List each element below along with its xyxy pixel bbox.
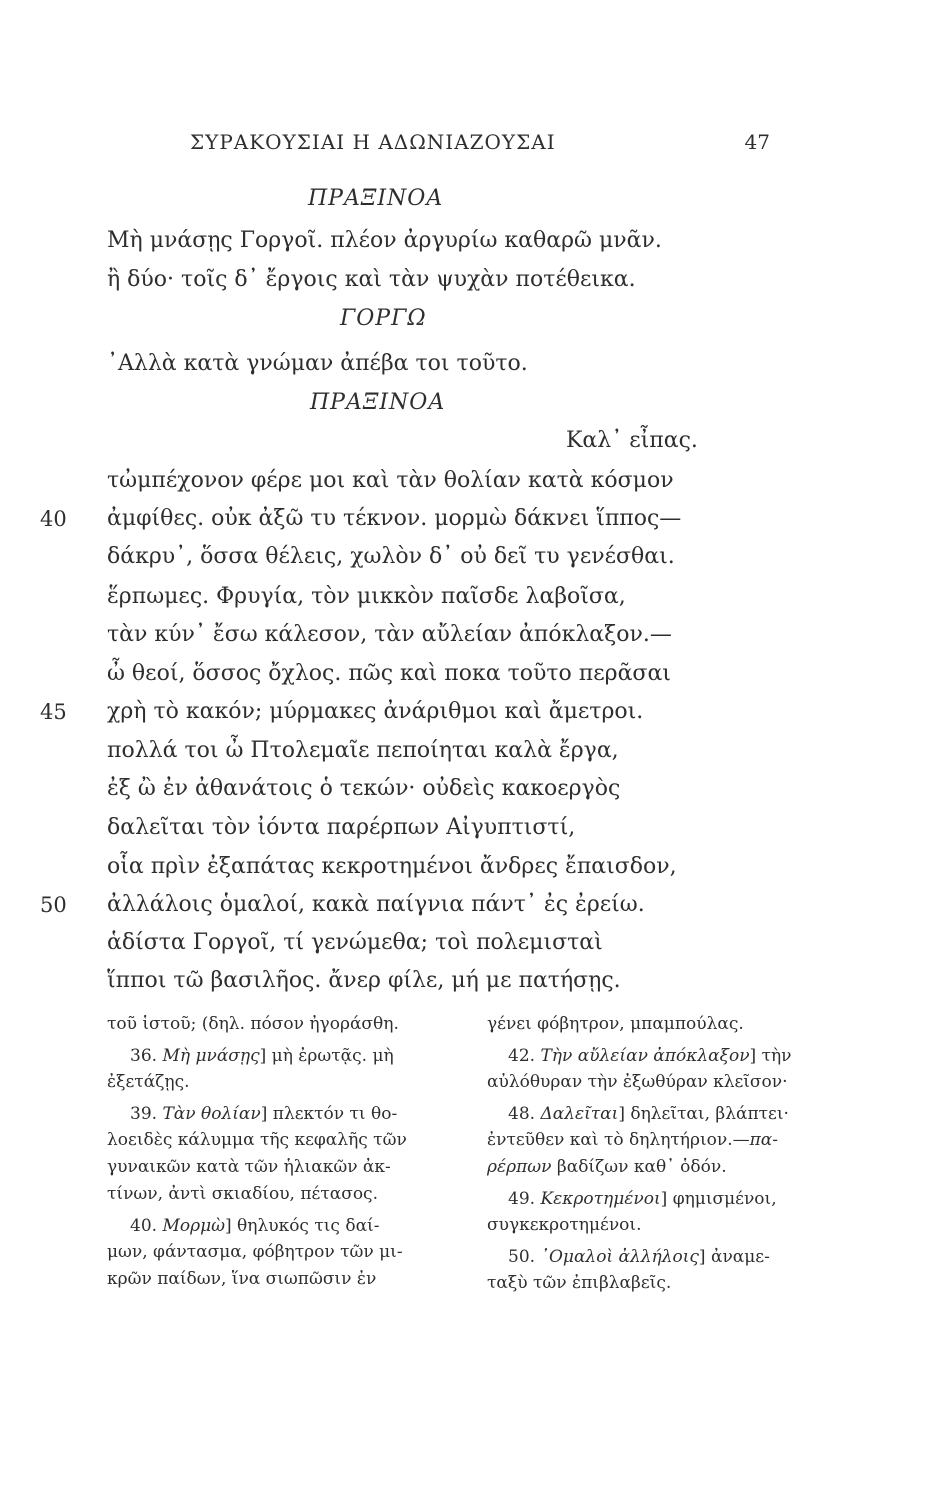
footnote-number: 50. <box>508 1247 536 1267</box>
speaker-praxinoa: ΠΡΑΞΙΝΟΑ <box>310 390 446 415</box>
verse-line: ἢ δύο· τοῖς δ᾽ ἔργοις καὶ τὰν ψυχὰν ποτέθεικα. <box>107 267 636 292</box>
footnote-line <box>487 1128 778 1152</box>
line-number: 50 <box>40 893 67 917</box>
footnote-number: 42. <box>508 1046 536 1066</box>
line-number: 40 <box>40 507 67 531</box>
footnote-line: γένει φόβητρον, μπαμπούλας. <box>487 1014 744 1034</box>
speaker-praxinoa: ΠΡΑΞΙΝΟΑ <box>308 186 444 211</box>
footnote-lemma: Δαλεῖται <box>540 1104 619 1124</box>
footnote-lemma: Μορμὼ <box>162 1216 225 1236</box>
running-title: ΣΥΡΑΚΟΥΣΙΑΙ Η ΑΔΩΝΙΑΖΟΥΣΑΙ <box>190 130 556 154</box>
footnote-text: ] θηλυκός τις δαί- <box>225 1216 380 1236</box>
footnote-number: 49. <box>508 1189 536 1209</box>
footnote-text: ] μὴ ἐρωτᾷς. μὴ <box>259 1046 394 1066</box>
footnote-line: συγκεκροτημένοι. <box>487 1215 642 1235</box>
verse-line: ἁδίστα Γοργοῖ, τί γενώμεθα; τοὶ πολεμισταὶ <box>107 930 603 955</box>
footnote-number: 36. <box>130 1046 158 1066</box>
footnote-lemma: ρέρπων <box>487 1157 552 1177</box>
footnote-lemma: Τὴν αὔλείαν ἀπόκλαξον <box>540 1046 750 1066</box>
verse-line: τὰν κύν᾽ ἔσω κάλεσον, τὰν αὔλείαν ἀπόκλαξον.— <box>107 622 672 647</box>
footnote-lemma: Κεκροτημένοι <box>540 1189 661 1209</box>
footnote-text: ] πλεκτόν τι θο- <box>260 1104 398 1124</box>
verse-line: ἵπποι τῶ βασιλῆος. ἄνερ φίλε, μή με πατήσῃς. <box>107 968 621 993</box>
footnote-lemma: ᾽Ομαλοὶ ἀλλήλοις <box>540 1247 699 1267</box>
footnote-line <box>487 1155 727 1179</box>
footnote-text: βαδίζων καθ᾽ ὁδόν. <box>551 1157 727 1177</box>
verse-line: ᾽Αλλὰ κατὰ γνώμαν ἀπέβα τοι τοῦτο. <box>107 351 528 376</box>
verse-line: ἀλλάλοις ὁμαλοί, κακὰ παίγνια πάντ᾽ ἐς ἐρείω. <box>107 892 645 917</box>
footnote-line <box>508 1187 777 1211</box>
footnote-text: ] ἀναμε- <box>698 1247 770 1267</box>
verse-line: πολλά τοι ὦ Πτολεμαῖε πεποίηται καλὰ ἔργα, <box>107 738 619 763</box>
footnote-number: 48. <box>508 1104 536 1124</box>
verse-line: δαλεῖται τὸν ἰόντα παρέρπων Αἰγυπτιστί, <box>107 815 576 840</box>
footnote-line: ταξὺ τῶν ἐπιβλαβεῖς. <box>487 1273 672 1293</box>
verse-line: Καλ᾽ εἶπας. <box>566 428 698 453</box>
footnote-line: ἐξετάζῃς. <box>107 1072 190 1092</box>
footnote-number: 39. <box>130 1104 158 1124</box>
footnote-text: ἐντεῦθεν καὶ τὸ δηλητήριον.— <box>487 1130 750 1150</box>
speaker-gorgo: ΓΟΡΓΩ <box>340 306 427 331</box>
footnote-line: γυναικῶν κατὰ τῶν ἡλιακῶν ἀκ- <box>107 1157 391 1177</box>
footnote-line <box>508 1245 770 1269</box>
footnote-text: ] δηλεῖται, βλάπτει· <box>618 1104 789 1124</box>
verse-line: ἀμφίθες. οὐκ ἀξῶ τυ τέκνον. μορμὼ δάκνει ἵππος— <box>107 506 682 531</box>
footnote-line: κρῶν παίδων, ἵνα σιωπῶσιν ἐν <box>107 1269 377 1289</box>
footnote-text: ] φημισμένοι, <box>660 1189 777 1209</box>
footnote-number: 40. <box>130 1216 158 1236</box>
footnote-line <box>508 1102 789 1126</box>
verse-line: οἷα πρὶν ἐξαπάτας κεκροτημένοι ἄνδρες ἔπαισδον, <box>107 854 677 879</box>
footnote-line: μων, φάντασμα, φόβητρον τῶν μι- <box>107 1242 403 1262</box>
verse-line: δάκρυ᾽, ὅσσα θέλεις, χωλὸν δ᾽ οὐ δεῖ τυ γενέσθαι. <box>107 544 675 569</box>
footnote-line <box>130 1044 394 1068</box>
footnote-line: λοειδὲς κάλυμμα τῆς κεφαλῆς τῶν <box>107 1130 407 1150</box>
footnote-line: τοῦ ἱστοῦ; (δηλ. πόσον ἠγοράσθη. <box>107 1014 399 1034</box>
footnote-line: τίνων, ἀντὶ σκιαδίου, πέτασος. <box>107 1184 378 1204</box>
running-header <box>190 130 770 158</box>
footnote-line <box>130 1214 379 1238</box>
footnote-lemma: Μὴ μνάσῃς <box>162 1046 260 1066</box>
verse-line: ἕρπωμες. Φρυγία, τὸν μικκὸν παῖσδε λαβοῖσα, <box>107 584 626 609</box>
page-number: 47 <box>744 130 770 154</box>
footnote-line <box>508 1044 792 1068</box>
footnote-lemma: Τὰν θολίαν <box>162 1104 261 1124</box>
footnote-line: αὐλόθυραν τὴν ἐξωθύραν κλεῖσον· <box>487 1072 788 1092</box>
line-number: 45 <box>40 700 67 724</box>
verse-line: χρὴ τὸ κακόν; μύρμακες ἀνάριθμοι καὶ ἄμετροι. <box>107 699 644 724</box>
verse-line: ὦ θεοί, ὅσσος ὄχλος. πῶς καὶ ποκα τοῦτο περᾶσαι <box>107 661 671 686</box>
verse-line: Μὴ μνάσῃς Γοργοῖ. πλέον ἀργυρίω καθαρῶ μνᾶν. <box>107 228 662 253</box>
footnote-text: ] τὴν <box>749 1046 792 1066</box>
footnote-line <box>130 1102 397 1126</box>
verse-line: ἐξ ὢ ἐν ἀθανάτοις ὁ τεκών· οὐδεὶς κακοεργὸς <box>107 776 621 801</box>
verse-line: τὠμπέχονον φέρε μοι καὶ τὰν θολίαν κατὰ κόσμον <box>107 468 674 493</box>
footnote-lemma: πα- <box>749 1130 779 1150</box>
